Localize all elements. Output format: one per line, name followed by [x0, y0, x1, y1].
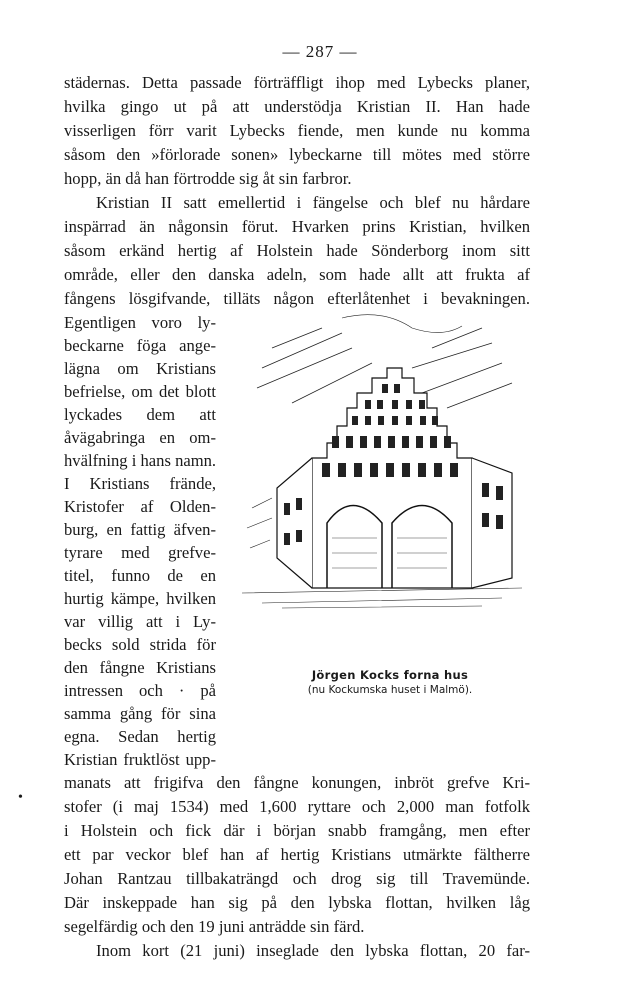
- narrow-text-line: lägna om Kristians: [64, 359, 216, 378]
- text-line: inspärrad än någonsin förut. Hvarken prins Kristian, hvilken: [64, 217, 530, 236]
- text-line: såsom erkänd hertig af Holstein hade Sönderborg inom sitt: [64, 241, 530, 260]
- figure: [232, 308, 532, 660]
- text-line: Där inskeppade han sig på den lybska flottan, hvilken låg: [64, 893, 530, 912]
- text-line: manats att frigifva den fångne konungen, inbröt grefve Kri-: [64, 773, 530, 792]
- narrow-text-line: åvägabringa en om-: [64, 428, 216, 447]
- text-line: stofer (i maj 1534) med 1,600 ryttare och 2,000 man fotfolk: [64, 797, 530, 816]
- text-line: fångens lösgifvande, tilläts någon efterlåtenhet i bevakningen.: [64, 289, 530, 308]
- narrow-text-line: Egentligen voro ly-: [64, 313, 216, 332]
- figure-caption-title: Jörgen Kocks forna hus: [311, 668, 469, 682]
- text-line: i Holstein och fick där i början snabb framgång, men efter: [64, 821, 530, 840]
- text-line: område, eller den danska adeln, som hade allt att frukta af: [64, 265, 530, 284]
- text-line: Inom kort (21 juni) inseglade den lybska flottan, 20 far-: [96, 941, 530, 960]
- text-line: städernas. Detta passade förträffligt ihop med Lybecks planer,: [64, 73, 530, 92]
- building-illustration-icon: [232, 308, 532, 660]
- text-line: segelfärdig och den 19 juni anträdde sin färd.: [64, 917, 365, 936]
- narrow-text-line: becks sold strida för: [64, 635, 216, 654]
- narrow-text-line: egna. Sedan hertig: [64, 727, 216, 746]
- margin-mark: •: [18, 790, 23, 805]
- text-line: Johan Rantzau tillbakaträngd och drog sig till Travemünde.: [64, 869, 530, 888]
- narrow-text-line: beckarne föga ange-: [64, 336, 216, 355]
- narrow-text-line: Kristian fruktlöst upp-: [64, 750, 216, 769]
- text-line: såsom den »förlorade sonen» lybeckarne till mötes med större: [64, 145, 530, 164]
- text-line: ett par veckor blef han af hertig Kristians utmärkte fältherre: [64, 845, 530, 864]
- narrow-text-line: hvälfning i hans namn.: [64, 451, 217, 470]
- narrow-text-line: tyrare med grefve-: [64, 543, 216, 562]
- narrow-text-line: burg, en fattig äfven-: [64, 520, 216, 539]
- narrow-text-line: befrielse, om det blott: [64, 382, 216, 401]
- figure-caption-subtitle: (nu Kockumska huset i Malmö).: [307, 684, 473, 696]
- narrow-text-line: intressen och · på: [64, 681, 216, 700]
- narrow-text-line: var villig att i Ly-: [64, 612, 216, 631]
- text-line: Kristian II satt emellertid i fängelse och blef nu hårdare: [96, 193, 530, 212]
- narrow-text-line: lyckades dem att: [64, 405, 216, 424]
- narrow-text-line: I Kristians frände,: [64, 474, 216, 493]
- narrow-text-line: samma gång för sina: [64, 704, 216, 723]
- narrow-text-line: den fångne Kristians: [64, 658, 216, 677]
- text-line: hopp, än då han förtrodde sig åt sin farbror.: [64, 169, 352, 188]
- narrow-text-line: titel, funno de en: [64, 566, 216, 585]
- narrow-text-line: hurtig kämpe, hvilken: [64, 589, 216, 608]
- narrow-text-line: Kristofer af Olden-: [64, 497, 216, 516]
- text-line: visserligen förr varit Lybecks fiende, men kunde nu komma: [64, 121, 530, 140]
- text-line: hvilka gingo ut på att understödja Kristian II. Han hade: [64, 97, 530, 116]
- page-number: — 287 —: [282, 42, 358, 61]
